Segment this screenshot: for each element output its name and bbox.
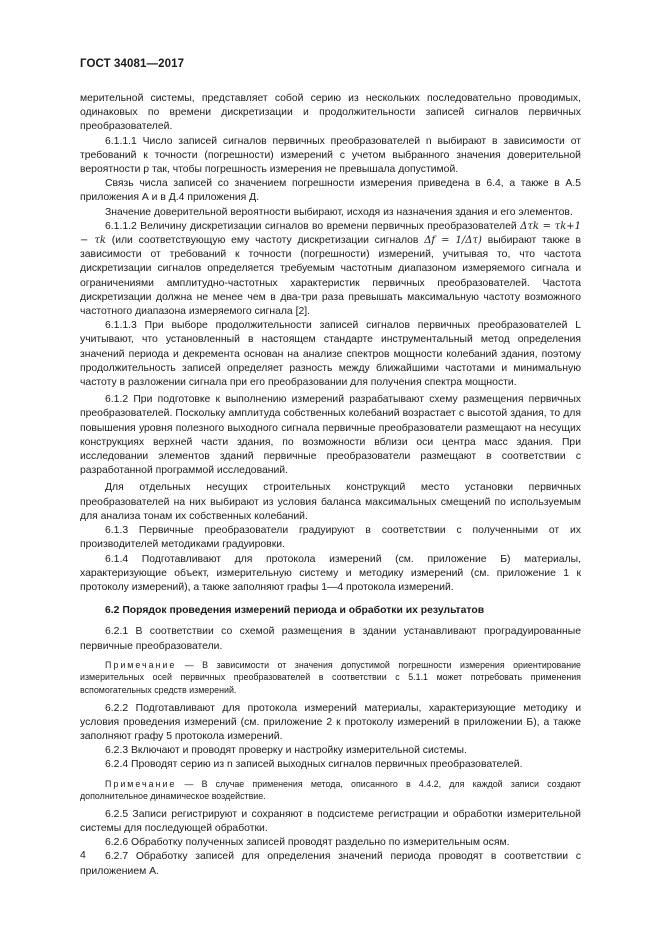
paragraph: 6.1.4 Подготавливают для протокола измерений (см. приложение Б) материалы, характеризующие объект, измерительную систему и методику измерений (см. приложение 1 к протоколу измерений), а также заполняют графы 1—4 протокола измерений. bbox=[80, 553, 581, 593]
paragraph: мерительной системы, представляет собой серию из нескольких последовательно проводимых, одинаковых по времени дискретизации и продолжительности записей сигналов первичных преобразователей. bbox=[80, 93, 581, 133]
note-label: Примечание bbox=[105, 778, 177, 789]
paragraph: 6.1.3 Первичные преобразователи градуируют в соответствии с полученными от их производителей методиками градуировки. bbox=[80, 525, 581, 551]
paragraph: 6.2.6 Обработку полученных записей проводят раздельно по измерительным осям. bbox=[105, 837, 510, 849]
paragraph: 6.2.5 Записи регистрируют и сохраняют в подсистеме регистрации и обработки измерительной системы для последующей обработки. bbox=[80, 808, 581, 834]
note bbox=[80, 778, 581, 803]
paragraph: Значение доверительной вероятности выбирают, исходя из назначения здания и его элементов. bbox=[105, 206, 573, 218]
paragraph: Для отдельных несущих строительных конструкций место установки первичных преобразователей на них выбирают из условия баланса максимальных смещений по используемым для анализа тонам их собственных колебаний. bbox=[80, 482, 581, 522]
paragraph: 6.1.1.3 При выборе продолжительности записей сигналов первичных преобразователей L учитывают, что установленный в настоящем стандарте инструментальный метод определения значений периода и декремента основан на анализе спектров мощности колебаний здания, поэтому продолжительность записей определяет разность между ближайшими частотами и минимальную частоту в разложении сигнала при его преобразовании для получения спектра мощности. bbox=[80, 320, 581, 389]
note-label: Примечание bbox=[105, 659, 177, 670]
section-heading: 6.2 Порядок проведения измерений периода и обработки их результатов bbox=[105, 605, 485, 617]
paragraph: 6.2.7 Обработку записей для определения значений периода проводят в соответствии с приложением А. bbox=[80, 851, 581, 877]
paragraph: Связь числа записей со значением погрешности измерения приведена в 6.4, а также в А.5 приложения А и в Д.4 приложения Д. bbox=[80, 178, 581, 204]
paragraph: 6.2.4 Проводят серию из n записей выходных сигналов первичных преобразователей. bbox=[105, 759, 523, 771]
note-text: — В зависимости от значения допустимой погрешности измерения ориентирование измерительных осей первичных преобразователей в соответствии с 5.1.1 может потребовать применения вспомогательных средств измерений. bbox=[80, 659, 581, 695]
paragraph: 6.2.3 Включают и проводят проверку и настройку измерительной системы. bbox=[105, 745, 467, 757]
paragraph-text: выбирают также в зависимости от требований к точности (погрешности) измерений, учитывая то, что частота дискретизации сигналов определяется требуемым частотным диапазоном измеряемого сигнала и ограничениями амплитудно-частотных характеристик первичных преобразователей. Частота дискретизации должна не менее чем в два-три раза превышать максимальную частоту возможного частотного диапазона измеряемого сигнала [2]. bbox=[80, 235, 581, 318]
note bbox=[80, 659, 581, 697]
paragraph-text: (или соответствующую ему частоту дискретизации сигналов bbox=[111, 235, 419, 247]
document-header: ГОСТ 34081—2017 bbox=[80, 58, 185, 70]
document-body bbox=[80, 92, 581, 879]
note-text: — В случае применения метода, описанного в 4.4.2, для каждой записи создают дополнительное динамическое воздействие. bbox=[80, 778, 581, 802]
paragraph: 6.2.1 В соответствии со схемой размещения в здании устанавливают проградуированные первичные преобразователи. bbox=[80, 626, 581, 652]
paragraph-text: 6.1.1.2 Величину дискретизации сигналов во времени первичных преобразователей bbox=[105, 220, 517, 232]
formula-dt: Δτk = τk+1 − τk bbox=[80, 220, 582, 247]
paragraph: 6.1.1.1 Число записей сигналов первичных преобразователей n выбирают в зависимости от требований к точности (погрешности) измерений с учетом выбранного значения доверительной вероятности p так, чтобы погрешность измерения не превышала допустимой. bbox=[80, 135, 581, 176]
paragraph: 6.1.2 При подготовке к выполнению измерений разрабатывают схему размещения первичных преобразователей. Поскольку амплитуда собственных колебаний возрастает с высотой здания, то для повышения уровня полезного выходного сигнала первичные преобразователи размещают на несущих конструкциях верхней части здания, по возможности вблизи оси центра масс здания. При исследовании элементов зданий первичные преобразователи размещают в соответствии с разработанной программой исследований. bbox=[80, 394, 581, 477]
formula-df: Δf = 1/Δτ) bbox=[424, 235, 482, 247]
paragraph: 6.2.2 Подготавливают для протокола измерений материалы, характеризующие методику и условия проведения измерений (см. приложение 2 к протоколу измерений в приложении Б), а также заполняют графу 5 протокола измерений. bbox=[80, 702, 581, 742]
paragraph-with-formula bbox=[80, 220, 581, 319]
page-number: 4 bbox=[80, 850, 86, 861]
